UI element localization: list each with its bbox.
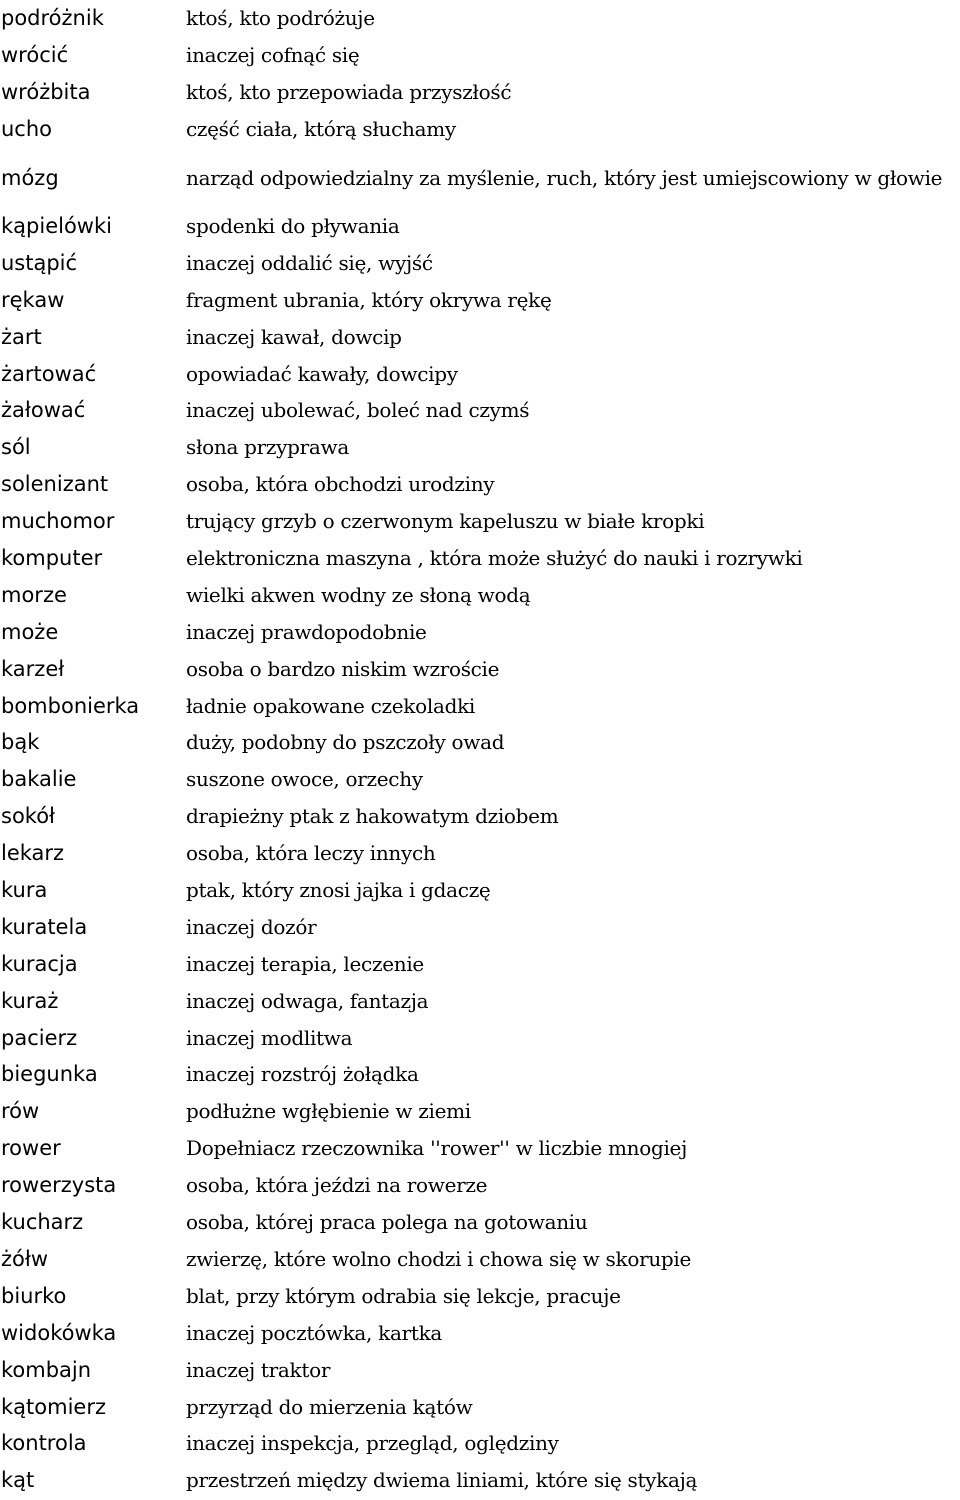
glossary-row bbox=[0, 0, 960, 37]
term-cell: biurko bbox=[1, 1283, 67, 1308]
glossary-row bbox=[0, 835, 960, 872]
definition-cell: opowiadać kawały, dowcipy bbox=[186, 361, 458, 386]
glossary-row bbox=[0, 466, 960, 503]
glossary-row bbox=[0, 761, 960, 798]
definition-cell: słona przyprawa bbox=[186, 435, 349, 460]
definition-cell: inaczej oddalić się, wyjść bbox=[186, 250, 433, 275]
definition-cell: narząd odpowiedzialny za myślenie, ruch, który jest umiejscowiony w głowie bbox=[186, 165, 943, 190]
glossary-row bbox=[0, 1093, 960, 1130]
term-cell: solenizant bbox=[1, 472, 109, 497]
term-cell: kucharz bbox=[1, 1210, 84, 1235]
definition-cell: elektroniczna maszyna , która może służyć do nauki i rozrywki bbox=[186, 546, 803, 571]
term-cell: sól bbox=[1, 435, 31, 460]
term-cell: widokówka bbox=[1, 1320, 117, 1345]
definition-cell: duży, podobny do pszczoły owad bbox=[186, 730, 505, 755]
term-cell: rowerzysta bbox=[1, 1173, 117, 1198]
definition-cell: trujący grzyb o czerwonym kapeluszu w białe kropki bbox=[186, 509, 705, 534]
term-cell: bombonierka bbox=[1, 693, 140, 718]
term-cell: kuraż bbox=[1, 988, 59, 1013]
glossary-row bbox=[0, 208, 960, 245]
definition-cell: inaczej modlitwa bbox=[186, 1025, 353, 1050]
definition-cell: inaczej cofnąć się bbox=[186, 43, 360, 68]
definition-cell: suszone owoce, orzechy bbox=[186, 767, 423, 792]
term-cell: kura bbox=[1, 878, 48, 903]
term-cell: kombajn bbox=[1, 1357, 92, 1382]
term-cell: kątomierz bbox=[1, 1394, 106, 1419]
definition-cell: osoba, która leczy innych bbox=[186, 841, 436, 866]
term-cell: rów bbox=[1, 1099, 40, 1124]
glossary-row bbox=[0, 281, 960, 318]
definition-cell: wielki akwen wodny ze słoną wodą bbox=[186, 582, 531, 607]
definition-cell: inaczej dozór bbox=[186, 914, 317, 939]
term-cell: biegunka bbox=[1, 1062, 98, 1087]
term-cell: żółw bbox=[1, 1246, 49, 1271]
glossary-row bbox=[0, 74, 960, 111]
glossary-row bbox=[0, 392, 960, 429]
definition-cell: osoba, której praca polega na gotowaniu bbox=[186, 1210, 588, 1235]
definition-cell: osoba, która obchodzi urodziny bbox=[186, 472, 495, 497]
glossary-row bbox=[0, 1241, 960, 1278]
term-cell: może bbox=[1, 619, 59, 644]
definition-cell: osoba o bardzo niskim wzroście bbox=[186, 656, 500, 681]
glossary-row bbox=[0, 355, 960, 392]
definition-cell: zwierzę, które wolno chodzi i chowa się w skorupie bbox=[186, 1246, 692, 1271]
glossary-row bbox=[0, 982, 960, 1019]
glossary-row bbox=[0, 872, 960, 909]
term-cell: mózg bbox=[1, 165, 59, 190]
term-cell: komputer bbox=[1, 546, 103, 571]
definition-cell: inaczej traktor bbox=[186, 1357, 331, 1382]
definition-cell: ktoś, kto podróżuje bbox=[186, 6, 375, 31]
glossary-row bbox=[0, 1351, 960, 1388]
glossary-row bbox=[0, 111, 960, 148]
term-cell: bakalie bbox=[1, 767, 77, 792]
glossary-row bbox=[0, 1204, 960, 1241]
definition-cell: drapieżny ptak z hakowatym dziobem bbox=[186, 804, 559, 829]
term-cell: kuratela bbox=[1, 914, 88, 939]
definition-cell: inaczej odwaga, fantazja bbox=[186, 988, 429, 1013]
term-cell: sokół bbox=[1, 804, 56, 829]
glossary-row bbox=[0, 1425, 960, 1462]
definition-cell: inaczej ubolewać, boleć nad czymś bbox=[186, 398, 530, 423]
glossary-row bbox=[0, 724, 960, 761]
glossary-row bbox=[0, 1167, 960, 1204]
glossary-row bbox=[0, 148, 960, 208]
term-cell: lekarz bbox=[1, 841, 65, 866]
term-cell: żałować bbox=[1, 398, 86, 423]
definition-cell: ładnie opakowane czekoladki bbox=[186, 693, 475, 718]
term-cell: podróżnik bbox=[1, 6, 104, 31]
definition-cell: osoba, która jeździ na rowerze bbox=[186, 1173, 488, 1198]
glossary-row bbox=[0, 798, 960, 835]
glossary-row bbox=[0, 318, 960, 355]
glossary-row bbox=[0, 576, 960, 613]
term-cell: kuracja bbox=[1, 951, 78, 976]
term-cell: rower bbox=[1, 1136, 61, 1161]
definition-cell: ktoś, kto przepowiada przyszłość bbox=[186, 80, 512, 105]
glossary-row bbox=[0, 613, 960, 650]
glossary-row bbox=[0, 908, 960, 945]
glossary-row bbox=[0, 503, 960, 540]
definition-cell: inaczej terapia, leczenie bbox=[186, 951, 424, 976]
glossary-row bbox=[0, 1019, 960, 1056]
term-cell: żart bbox=[1, 324, 42, 349]
definition-cell: inaczej rozstrój żołądka bbox=[186, 1062, 419, 1087]
definition-cell: Dopełniacz rzeczownika ''rower'' w liczbie mnogiej bbox=[186, 1136, 687, 1161]
glossary-row bbox=[0, 945, 960, 982]
term-cell: kąpielówki bbox=[1, 214, 112, 238]
term-cell: morze bbox=[1, 582, 67, 607]
glossary-row bbox=[0, 540, 960, 577]
definition-cell: część ciała, którą słuchamy bbox=[186, 117, 456, 142]
definition-cell: podłużne wgłębienie w ziemi bbox=[186, 1099, 471, 1124]
glossary-row bbox=[0, 1314, 960, 1351]
term-cell: pacierz bbox=[1, 1025, 78, 1050]
definition-cell: spodenki do pływania bbox=[186, 214, 400, 238]
term-cell: wrócić bbox=[1, 43, 69, 68]
glossary-row bbox=[0, 1462, 960, 1499]
term-cell: ucho bbox=[1, 117, 53, 142]
glossary-row bbox=[0, 1130, 960, 1167]
glossary-row bbox=[0, 687, 960, 724]
glossary-row bbox=[0, 1056, 960, 1093]
term-cell: kąt bbox=[1, 1468, 35, 1493]
glossary-row bbox=[0, 244, 960, 281]
term-cell: karzeł bbox=[1, 656, 65, 681]
definition-cell: ptak, który znosi jajka i gdaczę bbox=[186, 878, 491, 903]
term-cell: bąk bbox=[1, 730, 40, 755]
glossary-row bbox=[0, 37, 960, 74]
glossary-row bbox=[0, 1277, 960, 1314]
term-cell: kontrola bbox=[1, 1431, 87, 1456]
definition-cell: inaczej inspekcja, przegląd, oględziny bbox=[186, 1431, 559, 1456]
definition-cell: przyrząd do mierzenia kątów bbox=[186, 1394, 473, 1419]
term-cell: muchomor bbox=[1, 509, 115, 534]
glossary-row bbox=[0, 650, 960, 687]
definition-cell: inaczej kawał, dowcip bbox=[186, 324, 402, 349]
definition-cell: inaczej pocztówka, kartka bbox=[186, 1320, 443, 1345]
glossary-row bbox=[0, 429, 960, 466]
definition-cell: blat, przy którym odrabia się lekcje, pracuje bbox=[186, 1283, 621, 1308]
glossary-row bbox=[0, 1388, 960, 1425]
term-cell: ustąpić bbox=[1, 250, 78, 275]
term-cell: żartować bbox=[1, 361, 97, 386]
definition-cell: fragment ubrania, który okrywa rękę bbox=[186, 287, 552, 312]
definition-cell: inaczej prawdopodobnie bbox=[186, 619, 427, 644]
term-cell: rękaw bbox=[1, 287, 65, 312]
term-cell: wróżbita bbox=[1, 80, 91, 105]
definition-cell: przestrzeń między dwiema liniami, które się stykają bbox=[186, 1468, 698, 1493]
